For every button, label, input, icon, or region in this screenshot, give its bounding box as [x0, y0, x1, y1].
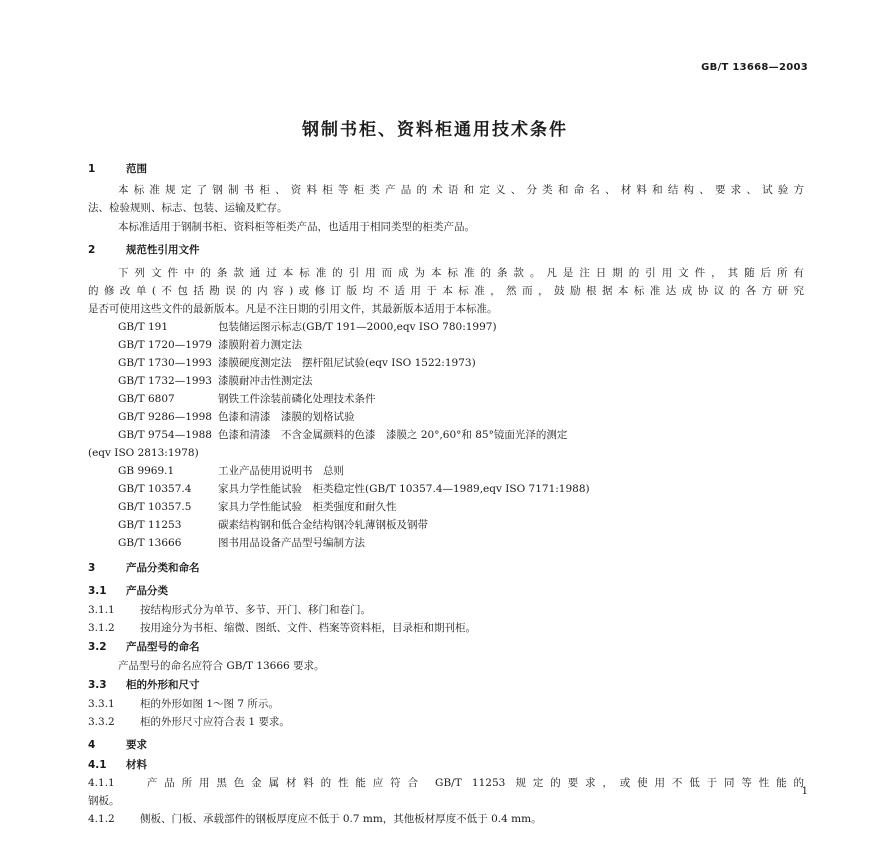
paragraph-line: 是否可使用这些文件的最新版本。凡是不注日期的引用文件，其最新版本适用于本标准。 [88, 303, 498, 315]
clause [88, 776, 804, 790]
reference-code: GB/T 10357.4 [118, 483, 192, 495]
reference-code: GB/T 9286—1998 [118, 411, 212, 423]
clause [88, 715, 290, 729]
reference-title: 工业产品使用说明书 总则 [218, 465, 344, 477]
reference-code: GB/T 10357.5 [118, 501, 192, 513]
section-number: 2 [88, 244, 96, 256]
paragraph-line: 本标准适用于钢制书柜、资料柜等柜类产品，也适用于相同类型的柜类产品。 [118, 221, 475, 233]
section-4-heading [88, 738, 147, 752]
paragraph-line: 的修改单(不包括勘误的内容)或修订版均不适用于本标准，然而，鼓励根据本标准达成协议的各方研究 [88, 285, 804, 297]
reference-title: 碳素结构钢和低合金结构钢冷轧薄钢板及钢带 [218, 519, 428, 531]
section-title: 产品分类和命名 [126, 562, 200, 574]
reference-code: GB/T 11253 [118, 519, 182, 531]
subsection-title: 柜的外形和尺寸 [126, 679, 200, 691]
clause-number: 3.1.1 [88, 604, 115, 616]
section-3-heading [88, 561, 200, 575]
section-number: 4 [88, 739, 96, 751]
reference-item [118, 356, 476, 370]
clause-text: 柜的外形如图 1～图 7 所示。 [140, 698, 279, 710]
reference-title: 色漆和清漆 漆膜的划格试验 [218, 411, 355, 423]
reference-title: 漆膜附着力测定法 [218, 339, 302, 351]
section-1-heading [88, 162, 147, 176]
reference-title: 钢铁工件涂装前磷化处理技术条件 [218, 393, 376, 405]
clause-text: 柜的外形尺寸应符合表 1 要求。 [140, 716, 290, 728]
reference-title: 图书用品设备产品型号编制方法 [218, 537, 365, 549]
paragraph-line: 本标准规定了钢制书柜、资料柜等柜类产品的术语和定义、分类和命名、材料和结构、要求、试验方 [118, 184, 804, 196]
clause-number: 4.1.1 [88, 777, 115, 789]
section-title: 规范性引用文件 [126, 244, 200, 256]
reference-item [118, 374, 313, 388]
reference-continuation: (eqv ISO 2813:1978) [88, 447, 199, 459]
subsection-heading [88, 584, 168, 598]
clause-text: 按结构形式分为单节、多节、开门、移门和卷门。 [140, 604, 371, 616]
section-number: 1 [88, 163, 96, 175]
reference-item [118, 464, 344, 478]
reference-code: GB/T 9754—1988 [118, 429, 212, 441]
clause-text: 侧板、门板、承载部件的钢板厚度应不低于 0.7 mm，其他板材厚度不低于 0.4 mm。 [140, 813, 542, 825]
reference-code: GB/T 6807 [118, 393, 175, 405]
subsection-number: 4.1 [88, 759, 107, 771]
reference-title: 漆膜耐冲击性测定法 [218, 375, 313, 387]
section-title: 范围 [126, 163, 147, 175]
reference-item [118, 536, 365, 550]
subsection-title: 材料 [126, 759, 147, 771]
reference-title: 家具力学性能试验 柜类强度和耐久性 [218, 501, 397, 513]
reference-title: 家具力学性能试验 柜类稳定性(GB/T 10357.4—1989,eqv ISO 7171:1988) [218, 483, 590, 495]
subsection-number: 3.2 [88, 641, 107, 653]
reference-item [118, 518, 428, 532]
clause-number: 3.3.2 [88, 716, 115, 728]
reference-item [118, 428, 567, 442]
reference-item [118, 410, 355, 424]
clause [88, 812, 542, 826]
document-title: 钢制书柜、资料柜通用技术条件 [302, 120, 568, 140]
subsection-heading [88, 678, 200, 692]
reference-code: GB/T 1730—1993 [118, 357, 212, 369]
standard-code: GB/T 13668—2003 [701, 62, 808, 73]
reference-code: GB/T 1720—1979 [118, 339, 212, 351]
reference-item [118, 338, 302, 352]
paragraph-line: 法、检验规则、标志、包装、运输及贮存。 [88, 202, 288, 214]
clause-number: 3.1.2 [88, 622, 115, 634]
reference-item [118, 320, 497, 334]
clause [88, 621, 476, 635]
reference-item [118, 500, 397, 514]
clause [88, 697, 279, 711]
clause [88, 603, 371, 617]
reference-code: GB 9969.1 [118, 465, 175, 477]
reference-code: GB/T 13666 [118, 537, 182, 549]
clause-text: 按用途分为书柜、缩微、图纸、文件、档案等资料柜，目录柜和期刊柜。 [140, 622, 476, 634]
section-number: 3 [88, 562, 96, 574]
subsection-number: 3.3 [88, 679, 107, 691]
paragraph-line: 下列文件中的条款通过本标准的引用而成为本标准的条款。凡是注日期的引用文件，其随后所有 [118, 267, 804, 279]
subsection-number: 3.1 [88, 585, 107, 597]
page-number: 1 [801, 786, 808, 797]
clause-number: 3.3.1 [88, 698, 115, 710]
subsection-heading [88, 758, 147, 772]
section-2-heading [88, 243, 200, 257]
reference-code: GB/T 1732—1993 [118, 375, 212, 387]
reference-title: 色漆和清漆 不含金属颜料的色漆 漆膜之 20°,60°和 85°镜面光泽的测定 [218, 429, 568, 441]
reference-code: GB/T 191 [118, 321, 169, 333]
clause-number: 4.1.2 [88, 813, 115, 825]
reference-item [118, 482, 590, 496]
reference-title: 包装储运图示标志(GB/T 191—2000,eqv ISO 780:1997) [218, 321, 497, 333]
paragraph-line: 产品型号的命名应符合 GB/T 13666 要求。 [118, 660, 325, 672]
clause-continuation: 钢板。 [88, 795, 120, 807]
clause-text: 产品所用黑色金属材料的性能应符合 GB/T 11253 规定的要求，或使用不低于同等性能的 [140, 777, 804, 789]
subsection-title: 产品分类 [126, 585, 168, 597]
section-title: 要求 [126, 739, 147, 751]
subsection-heading [88, 640, 200, 654]
reference-title: 漆膜硬度测定法 摆杆阻尼试验(eqv ISO 1522:1973) [218, 357, 476, 369]
subsection-title: 产品型号的命名 [126, 641, 200, 653]
reference-item [118, 392, 376, 406]
